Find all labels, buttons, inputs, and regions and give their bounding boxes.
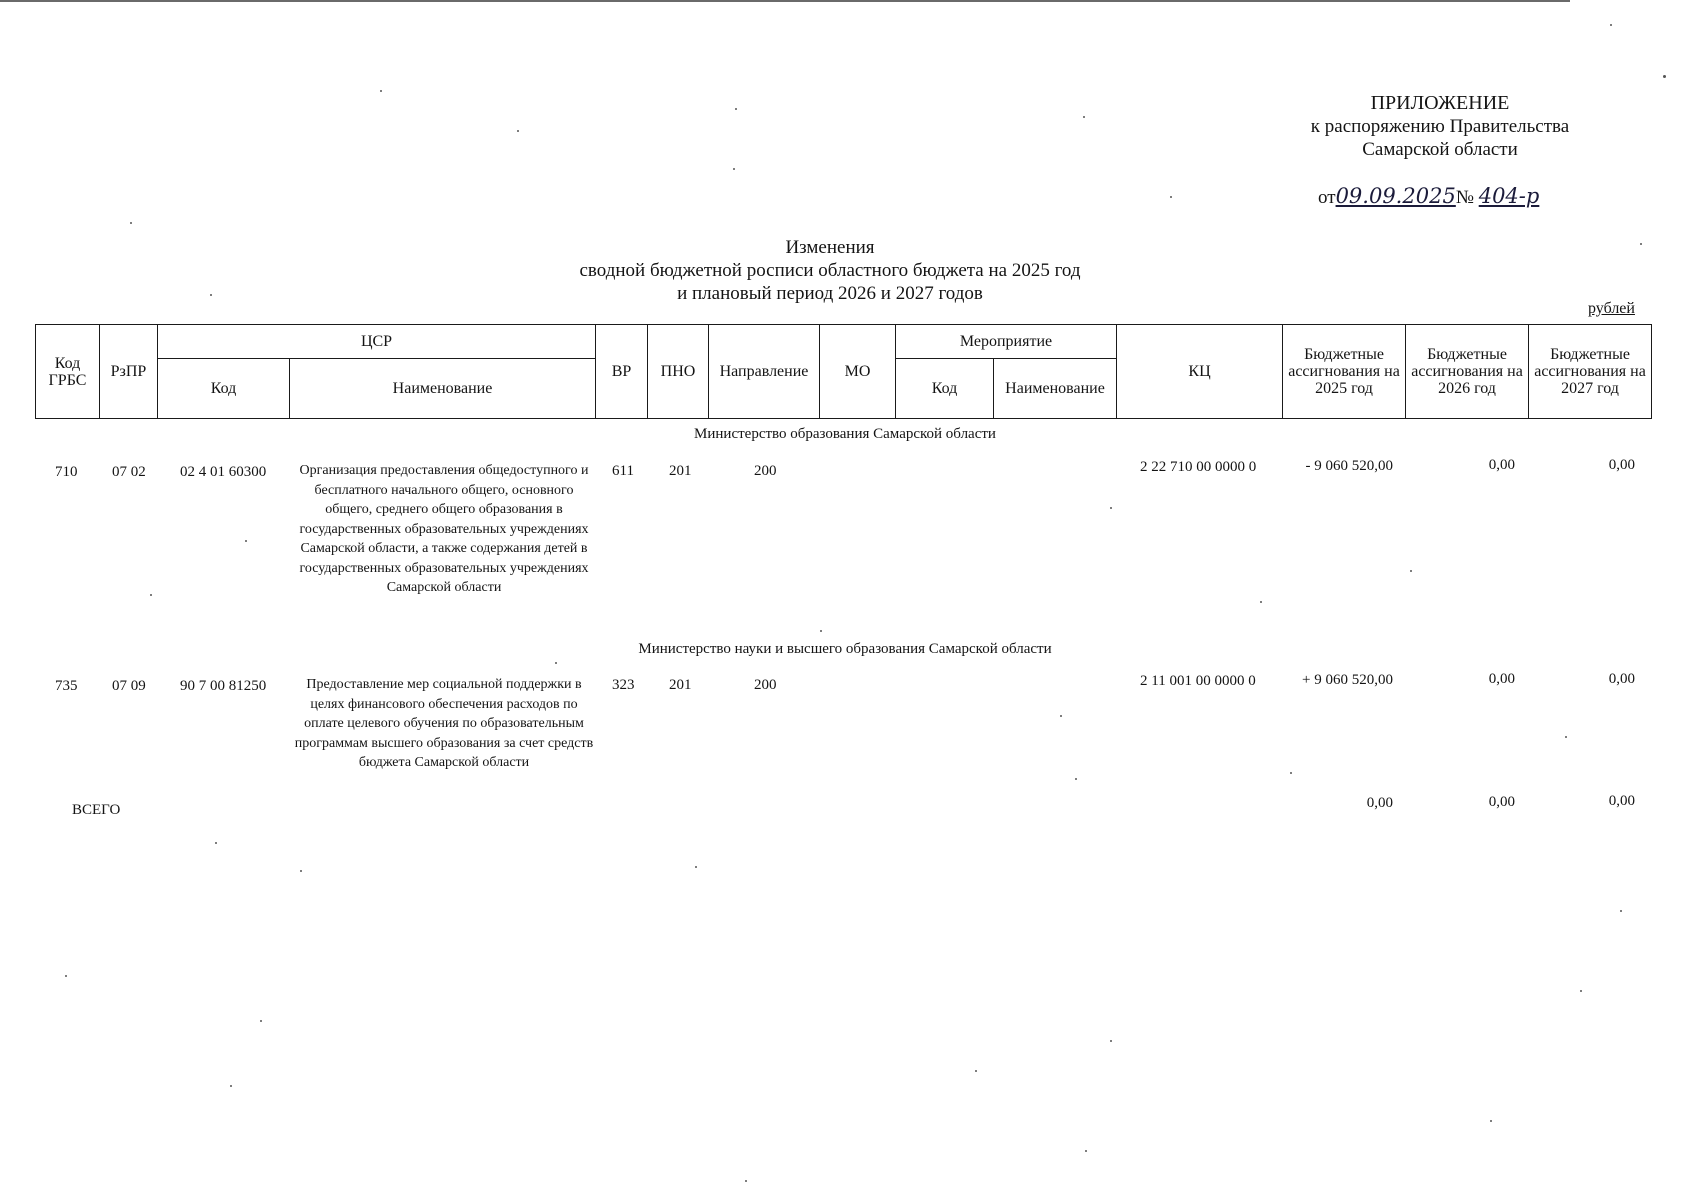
total-budget-2027: 0,00 [1608, 793, 1635, 809]
row-vr: 323 [612, 677, 635, 693]
header-csr-code: Код [158, 359, 290, 419]
row-budget-2025: + 9 060 520,00 [1302, 672, 1393, 688]
header-event-name: Наименование [994, 359, 1117, 419]
row-budget-2027: 0,00 [1608, 671, 1635, 687]
header-event-code: Код [896, 359, 994, 419]
total-budget-2026: 0,00 [1488, 794, 1515, 810]
row-csr-name: Организация предоставления общедоступного и бесплатного начального общего, основного общего, среднего общего образования в государственных образовательных учреждениях Самарской области, а также содержания детей в государственных образовательных учреждениях Самарской области [299, 463, 589, 595]
approval-line-1: к распоряжению Правительства [1310, 116, 1570, 137]
row-kc: 2 11 001 00 0000 0 [1140, 673, 1256, 689]
row-csr-code: 90 7 00 81250 [180, 678, 267, 694]
header-vr: ВР [596, 325, 648, 419]
row-vr: 611 [612, 463, 634, 479]
header-budget-2026: Бюджетные ассигнования на 2026 год [1406, 325, 1529, 419]
row-csr-code: 02 4 01 60300 [180, 464, 267, 480]
top-scan-border [0, 0, 1570, 2]
row-direction: 200 [754, 677, 777, 693]
row-kc: 2 22 710 00 0000 0 [1140, 459, 1257, 475]
total-budget-2025: 0,00 [1366, 795, 1393, 811]
header-rzpr: РзПР [100, 325, 158, 419]
header-budget-2027: Бюджетные ассигнования на 2027 год [1529, 325, 1652, 419]
date-prefix: от [1318, 187, 1336, 208]
title-line-1: Изменения [785, 237, 875, 258]
row-pno: 201 [669, 677, 692, 693]
document-title [530, 236, 1130, 305]
row-direction: 200 [754, 463, 777, 479]
header-table [35, 324, 1652, 419]
row-grbs: 735 [55, 678, 78, 694]
header-event: Мероприятие [896, 325, 1117, 359]
header-budget-2025: Бюджетные ассигнования на 2025 год [1283, 325, 1406, 419]
header-grbs: Код ГРБС [36, 325, 100, 419]
row-rzpr: 07 02 [112, 464, 146, 480]
header-csr-name: Наименование [290, 359, 596, 419]
header-pno: ПНО [648, 325, 709, 419]
approval-title: ПРИЛОЖЕНИЕ [1370, 92, 1510, 114]
row-budget-2026: 0,00 [1488, 671, 1515, 687]
row-budget-2027: 0,00 [1608, 457, 1635, 473]
total-label: ВСЕГО [72, 802, 121, 818]
approval-line-2: Самарской области [1362, 139, 1518, 160]
row-csr-name: Предоставление мер социальной поддержки в целях финансового обеспечения расходов по оплате целевого обучения по образовательным программам высшего образования за счет средств бюджета Самарской области [294, 677, 594, 770]
row-rzpr: 07 09 [112, 678, 146, 694]
order-line [1318, 184, 1539, 209]
header-direction: Направление [709, 325, 820, 419]
title-line-2: сводной бюджетной росписи областного бюджета на 2025 год [579, 260, 1081, 281]
ministry-heading: Министерство образования Самарской области [694, 426, 996, 442]
ministry-heading: Министерство науки и высшего образования Самарской области [638, 641, 1052, 657]
row-pno: 201 [669, 463, 692, 479]
header-mo: МО [820, 325, 896, 419]
title-line-3: и плановый период 2026 и 2027 годов [677, 283, 983, 304]
header-csr: ЦСР [158, 325, 596, 359]
header-kc: КЦ [1117, 325, 1283, 419]
approval-block [1230, 92, 1650, 161]
order-date: 09.09.2025 [1335, 184, 1456, 208]
row-budget-2025: - 9 060 520,00 [1305, 458, 1393, 474]
row-grbs: 710 [55, 464, 78, 480]
row-budget-2026: 0,00 [1488, 457, 1515, 473]
unit-label: рублей [1588, 300, 1635, 317]
order-number: 404-р [1478, 184, 1540, 208]
number-prefix: № [1455, 187, 1474, 208]
